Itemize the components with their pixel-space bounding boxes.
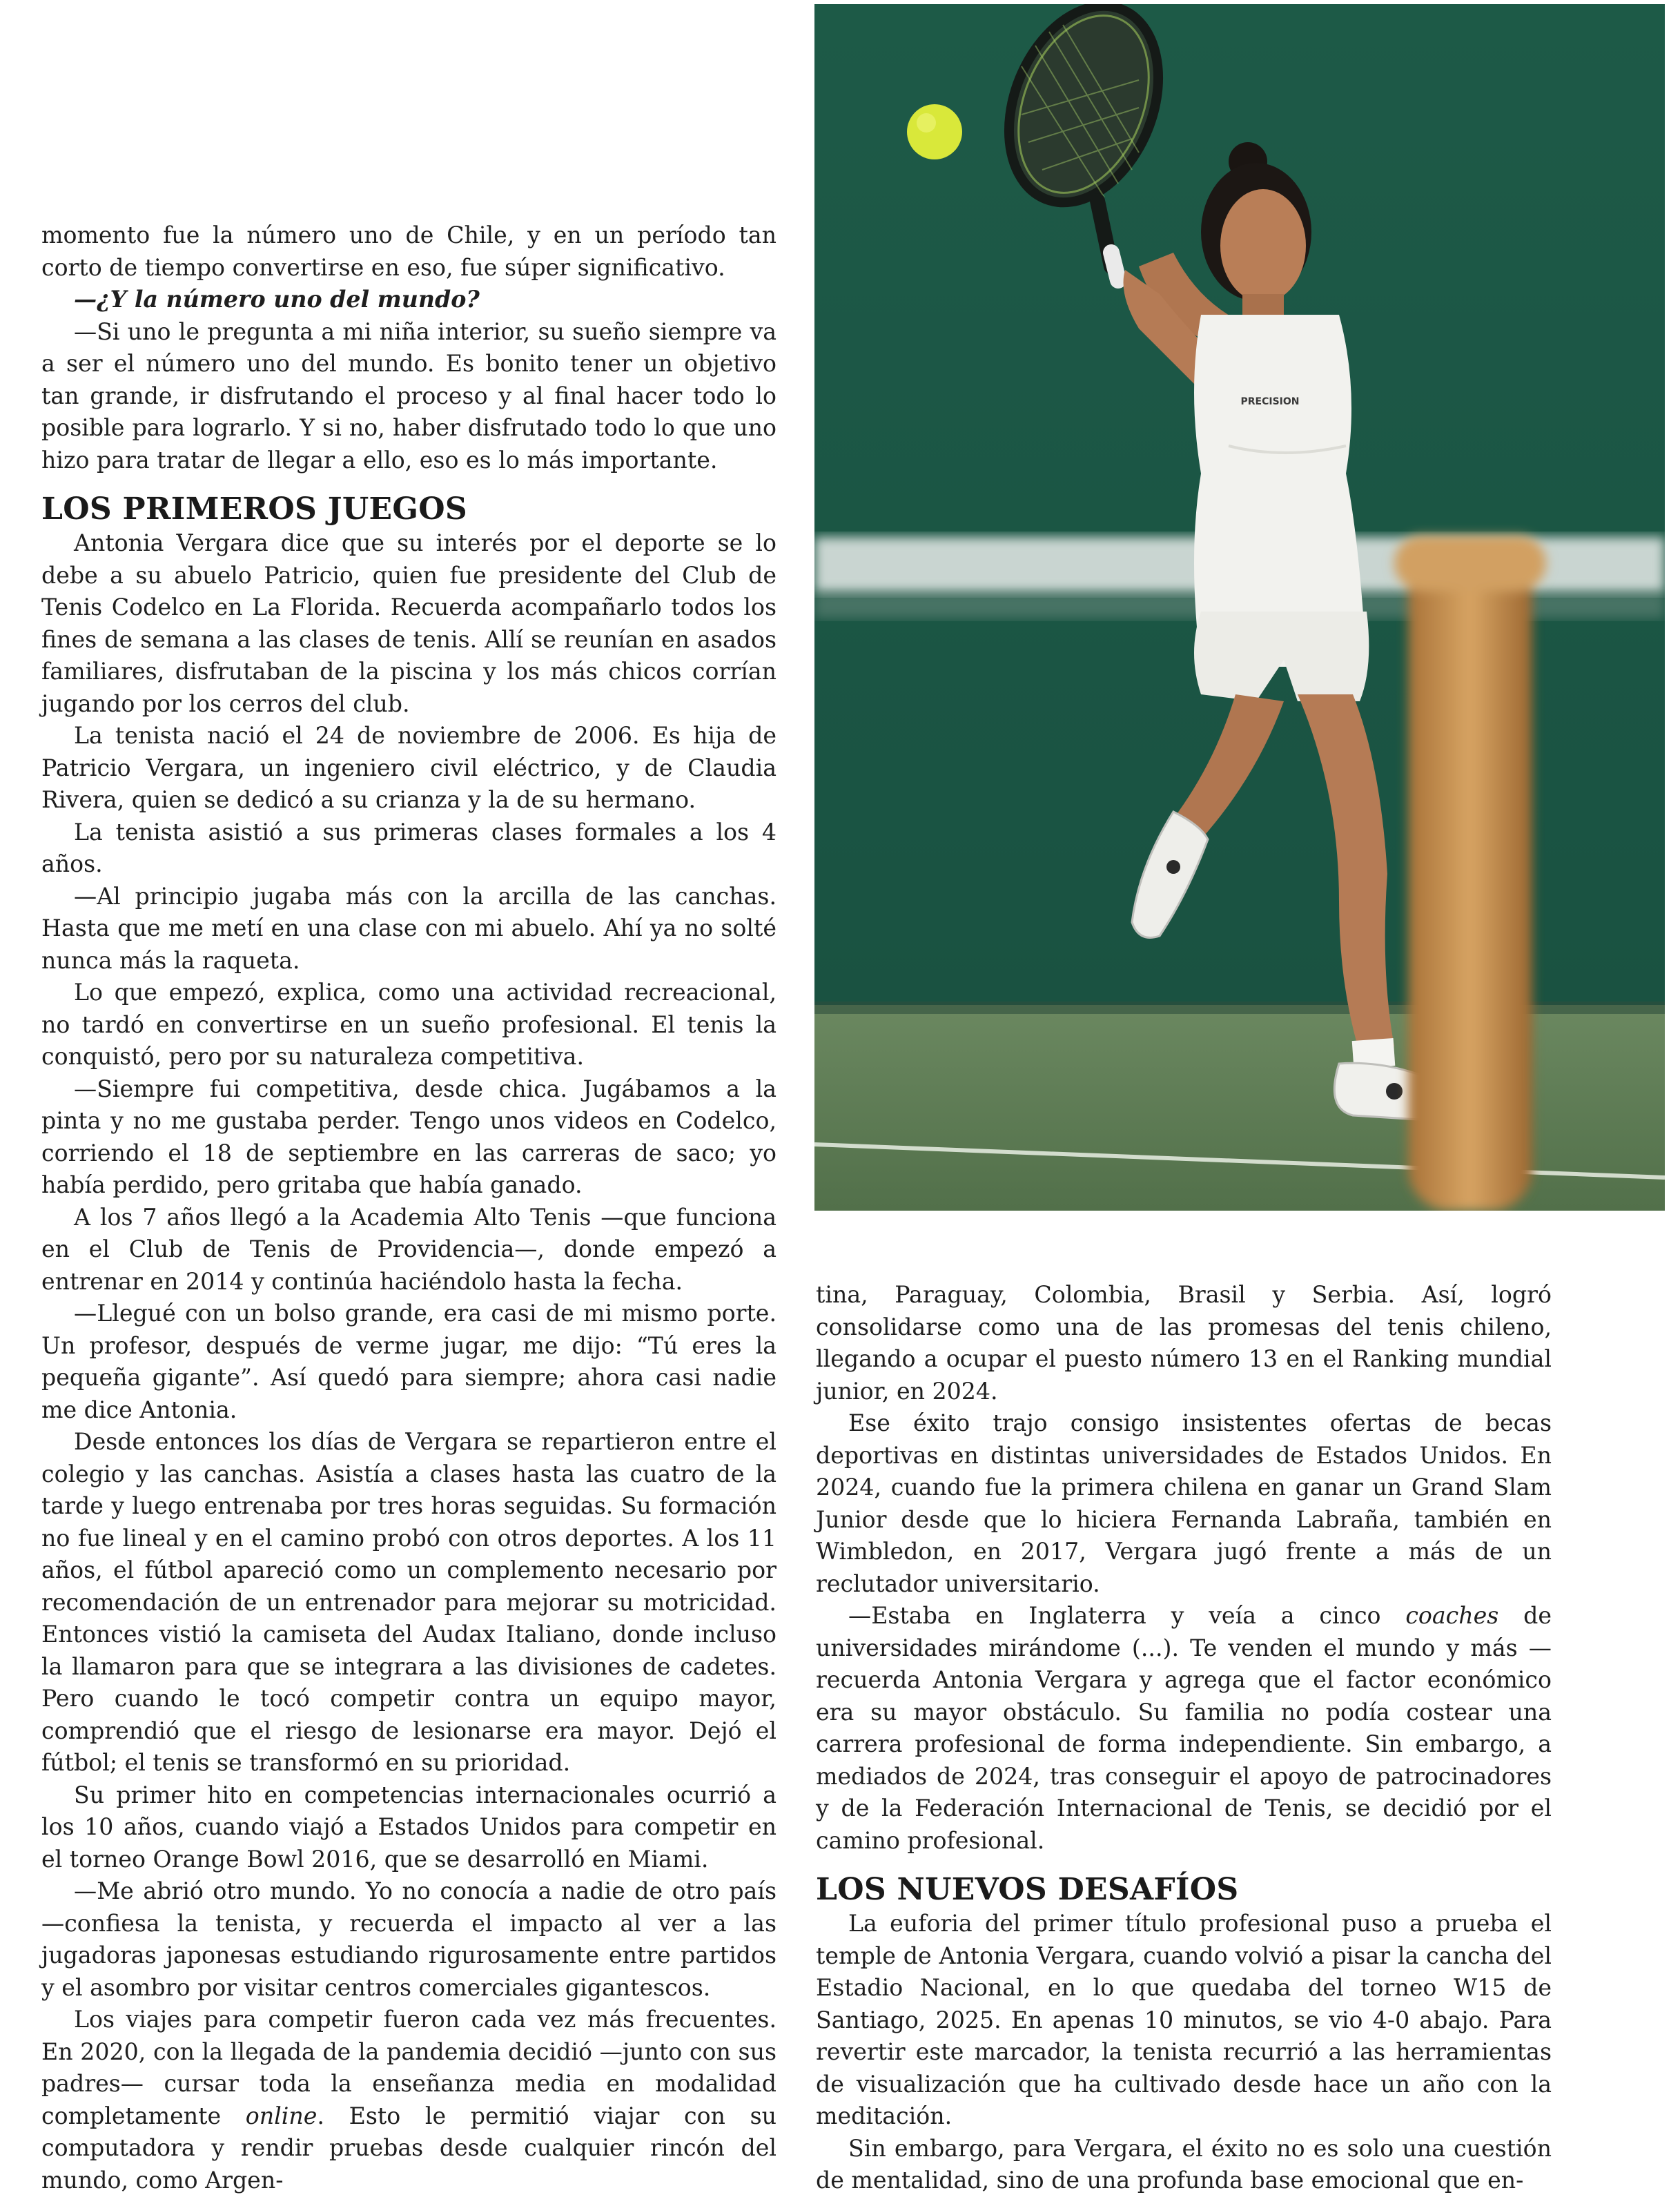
paragraph [816, 1600, 1552, 1857]
paragraph: —Siempre fui competitiva, desde chica. Jugábamos a la pinta y no me gustaba perder. Tengo unos videos en Codelco, corriendo el 18 de septiembre en las carreras de saco; yo había perdido, pero gritaba que había ganado. [41, 1075, 776, 1198]
paragraph: Lo que empezó, explica, como una actividad recreacional, no tardó en convertirse en un sueño profesional. El tenis la conquistó, pero por su naturaleza competitiva. [41, 979, 776, 1070]
paragraph: La euforia del primer título profesional puso a prueba el temple de Antonia Vergara, cuando volvió a pisar la cancha del Estadio Nacional, en lo que quedaba del torneo W15 de Santiago, 2025. En apenas 10 minutos, se vio 4-0 abajo. Para revertir este marcador, la tenista recurrió a las herramientas de visualización que ha cultivado desde hace un año con la meditación. [816, 1910, 1552, 2129]
paragraph: Sin embargo, para Vergara, el éxito no es solo una cuestión de mentalidad, sino de una profunda base emocional que en- [816, 2134, 1552, 2194]
paragraph: tina, Paraguay, Colombia, Brasil y Serbia. Así, logró consolidarse como una de las promesas del tenis chileno, llegando a ocupar el puesto número 13 en el Ranking mundial junior, en 2024. [816, 1281, 1552, 1405]
paragraph: —Si uno le pregunta a mi niña interior, su sueño siempre va a ser el número uno del mundo. Es bonito tener un objetivo tan grande, ir disfrutando el proceso y al final hacer todo lo posible para lograrlo. Y si no, haber disfrutado todo lo que uno hizo para tratar de llegar a ello, eso es lo más importante. [41, 318, 776, 473]
tennis-ball [907, 104, 962, 159]
paragraph: Su primer hito en competencias internacionales ocurrió a los 10 años, cuando viajó a Estados Unidos para competir en el torneo Orange Bowl 2016, que se desarrolló en Miami. [41, 1781, 776, 1873]
paragraph: La tenista asistió a sus primeras clases formales a los 4 años. [41, 818, 776, 877]
interview-question: —¿Y la número uno del mundo? [74, 286, 480, 313]
paragraph: Ese éxito trajo consigo insistentes ofertas de becas deportivas en distintas universidades de Estados Unidos. En 2024, cuando fue la primera chilena en ganar un Grand Slam Junior desde que lo hiciera Fernanda Labraña, también en Wimbledon, en 2017, Vergara jugó frente a más de un reclutador universitario. [816, 1409, 1552, 1597]
italic-text: coaches [1405, 1602, 1499, 1629]
section-heading: LOS NUEVOS DESAFÍOS [816, 1872, 1239, 1907]
paragraph: —Me abrió otro mundo. Yo no conocía a nadie de otro país —confiesa la tenista, y recuerda el impacto al ver a las jugadoras japonesas estudiando rigurosamente entre partidos y el asombro por visitar centros comerciales gigantescos. [41, 1877, 776, 2001]
text-run: —Estaba en Inglaterra y veía a cinco [848, 1602, 1406, 1629]
paragraph: Desde entonces los días de Vergara se repartieron entre el colegio y las canchas. Asistía a clases hasta las cuatro de la tarde y luego entrenaba por tres horas seguidas. Su formación no fue lineal y en el camino probó con otros deportes. A los 11 años, el fútbol apareció como un complemento necesario por recomendación de un entrenador para mejorar su motricidad. Entonces vistió la camiseta del Audax Italiano, donde incluso la llamaron para que se integrara a las divisiones de cadetes. Pero cuando le tocó competir contra un equipo mayor, comprendió que el riesgo de lesionarse era mayor. Dejó el fútbol; el tenis se transformó en su prioridad. [41, 1428, 776, 1776]
text-run: . Esto le permitió viajar con su computadora y rendir pruebas desde cualquier rincón del mundo, como Argen- [41, 2102, 776, 2194]
paragraph: —Llegué con un bolso grande, era casi de mi mismo porte. Un profesor, después de verme jugar, me dijo: “Tú eres la pequeña gigante”. Así quedó para siempre; ahora casi nadie me dice Antonia. [41, 1300, 776, 1423]
net-post [1394, 536, 1546, 1211]
text-run: Los viajes para competir fueron cada vez más frecuentes. En 2020, con la llegada de la pandemia decidió —junto con sus padres— cursar toda la enseñanza media en modalidad completamente [41, 2006, 776, 2129]
article-left-column [41, 219, 776, 2196]
paragraph: momento fue la número uno de Chile, y en un período tan corto de tiempo convertirse en eso, fue súper significativo. [41, 222, 776, 281]
paragraph: La tenista nació el 24 de noviembre de 2006. Es hija de Patricio Vergara, un ingeniero civil eléctrico, y de Claudia Rivera, quien se dedicó a su crianza y la de su hermano. [41, 722, 776, 813]
article-right-column [816, 1279, 1552, 2197]
tennis-player-photo [814, 4, 1665, 1211]
paragraph: A los 7 años llegó a la Academia Alto Tenis —que funciona en el Club de Tenis de Providencia—, donde empezó a entrenar en 2014 y continúa haciéndolo hasta la fecha. [41, 1203, 776, 1295]
italic-text: online [245, 2102, 318, 2129]
section-heading: LOS PRIMEROS JUEGOS [41, 491, 467, 527]
paragraph: Antonia Vergara dice que su interés por el deporte se lo debe a su abuelo Patricio, quien fue presidente del Club de Tenis Codelco en La Florida. Recuerda acompañarlo todos los fines de semana a las clases de tenis. Allí se reunían en asados familiares, disfrutaban de la piscina y los más chicos corrían jugando por los cerros del club. [41, 529, 776, 717]
text-run: de universidades mirándome (...). Te venden el mundo y más —recuerda Antonia Vergara y agrega que el factor económico era su mayor obstáculo. Su familia no podía costear una carrera profesional de forma independiente. Sin embargo, a mediados de 2024, tras conseguir el apoyo de patrocinadores y de la Federación Internacional de Tenis, se decidió por el camino profesional. [816, 1602, 1552, 1854]
paragraph [41, 2004, 776, 2196]
paragraph: —Al principio jugaba más con la arcilla de las canchas. Hasta que me metí en una clase con mi abuelo. Ahí ya no solté nunca más la raqueta. [41, 882, 776, 974]
shirt-brand-text: PRECISION [1240, 396, 1300, 407]
grass-court [814, 1005, 1665, 1211]
